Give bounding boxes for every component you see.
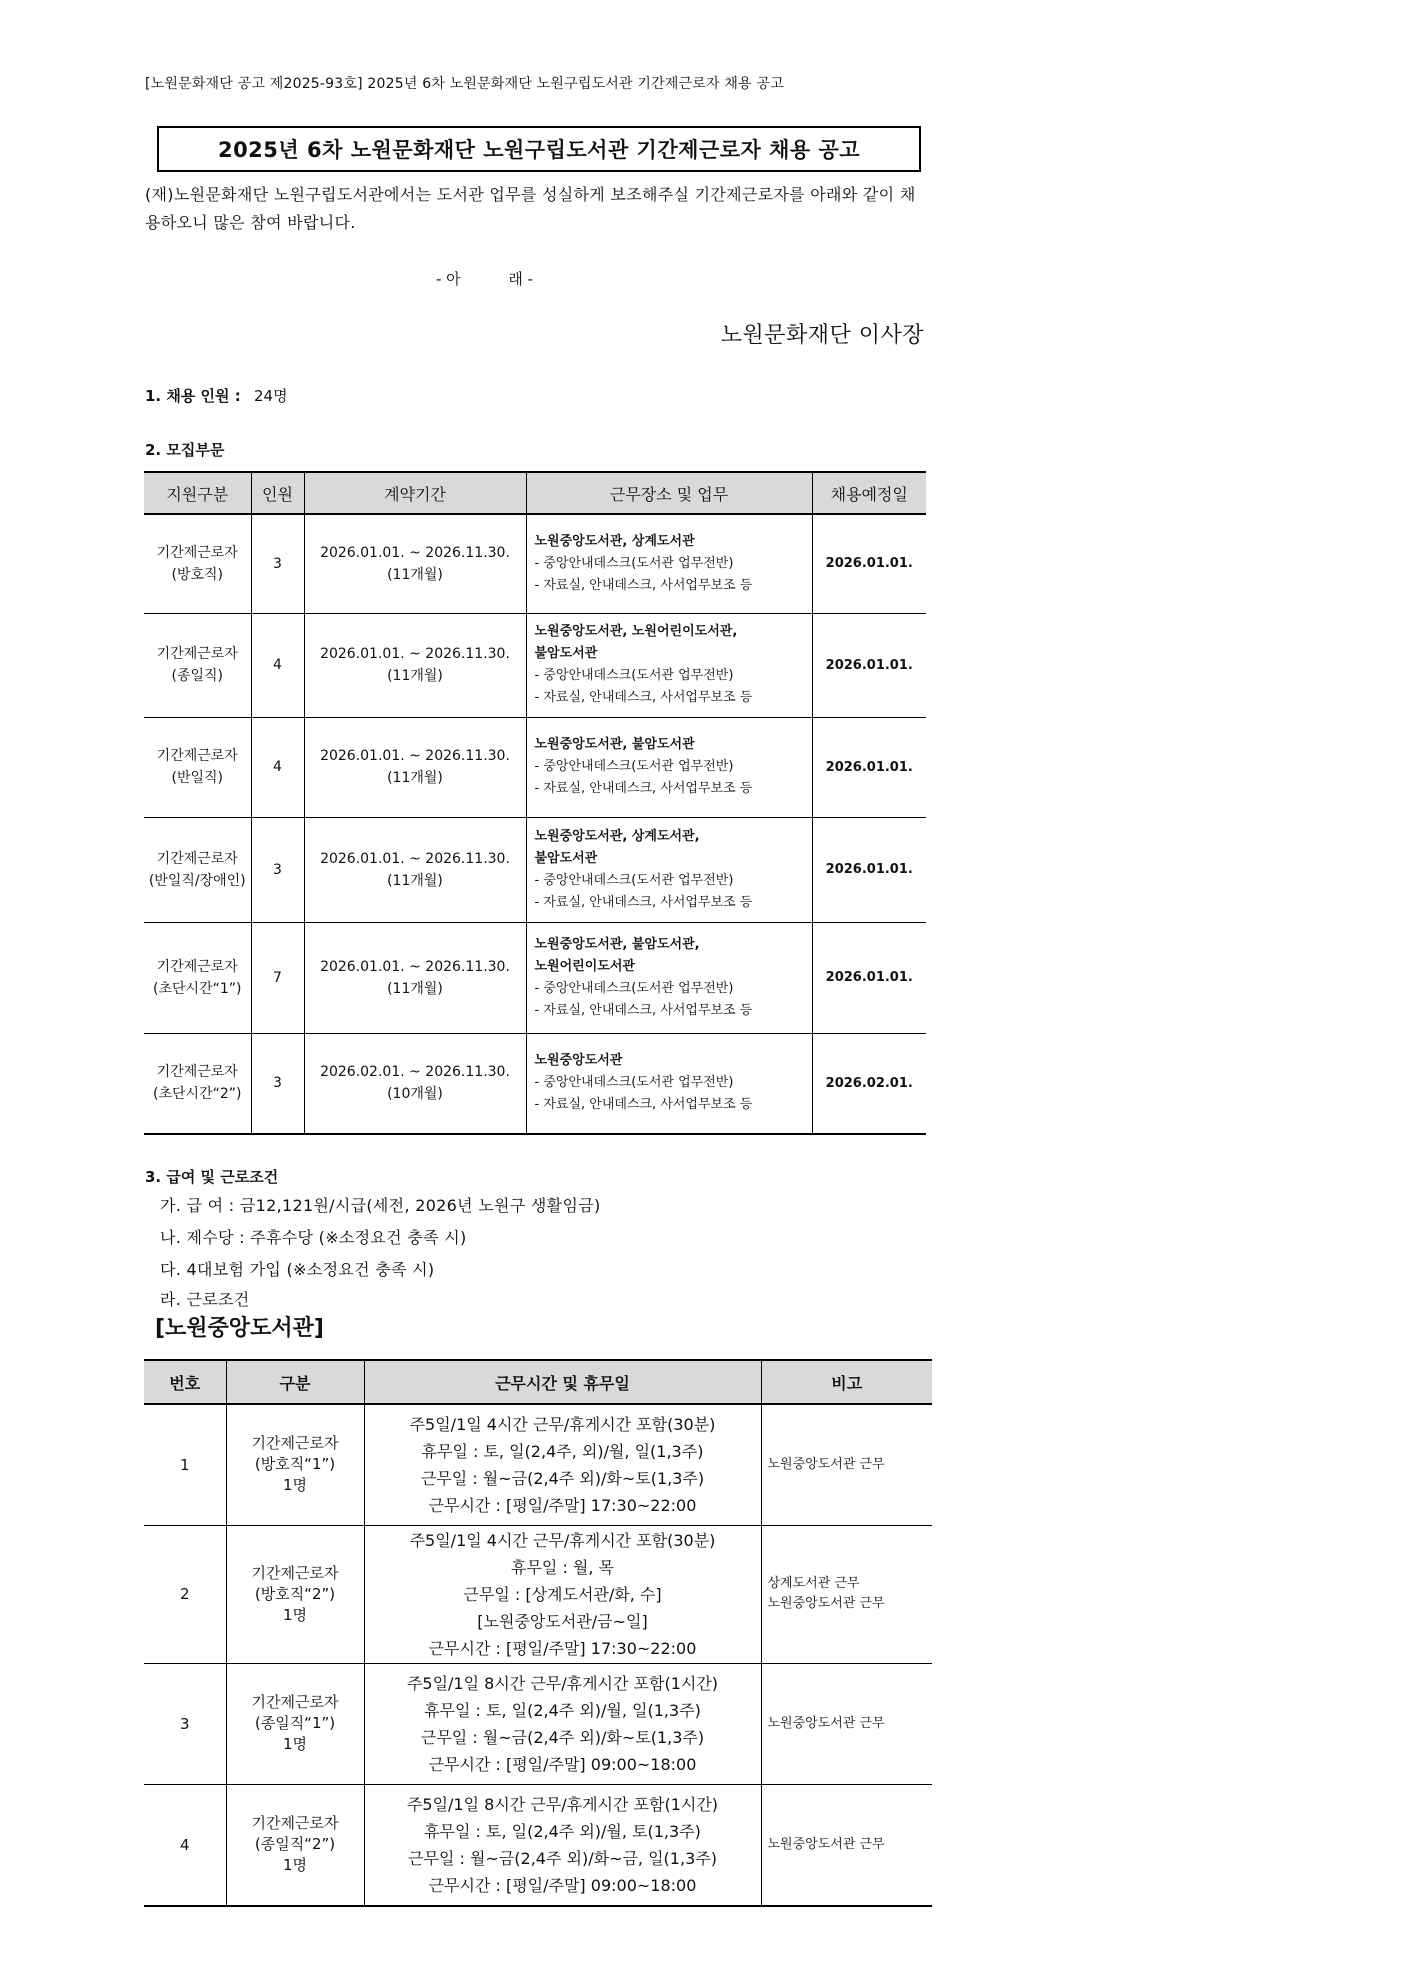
workplace-line: 노원중앙도서관, 상계도서관, (534, 828, 700, 844)
work-table-header (144, 1360, 932, 1404)
condition-item: 라. 근로조건 (160, 1290, 250, 1309)
workplace-line: 노원중앙도서관, 노원어린이도서관, (534, 624, 738, 639)
task-line: - 자료실, 안내데스크, 사서업무보조 등 (534, 1097, 753, 1113)
header-cell: 근무장소 및 업무 (526, 472, 812, 514)
row-number-cell: 3 (144, 1663, 226, 1784)
recruit-row (144, 717, 926, 817)
work-row (144, 1404, 932, 1525)
workplace-cell (526, 922, 812, 1033)
section-1-heading (145, 385, 288, 406)
workplace-line: 노원중앙도서관 (534, 1053, 623, 1069)
contract-period-cell (304, 613, 526, 717)
task-line: - 자료실, 안내데스크, 사서업무보조 등 (534, 781, 753, 796)
category-line: 1명 (282, 1735, 308, 1753)
header-cell: 비고 (761, 1360, 932, 1404)
header-cell: 근무시간 및 휴무일 (364, 1360, 761, 1404)
period-months: (10개월) (387, 1086, 443, 1103)
notice-title-text: 2025년 6차 노원문화재단 노원구립도서관 기간제근로자 채용 공고 (217, 138, 861, 162)
note-cell (761, 1784, 932, 1906)
row-number-cell: 2 (144, 1525, 226, 1663)
hours-cell (364, 1784, 761, 1906)
recruit-row (144, 817, 926, 922)
category-cell (144, 1033, 251, 1134)
header-cell: 인원 (251, 472, 304, 514)
category-cell (226, 1784, 364, 1906)
section-1-value: 24명 (254, 387, 288, 405)
contract-period-cell (304, 922, 526, 1033)
work-row (144, 1663, 932, 1784)
period-months: (11개월) (387, 566, 443, 583)
category-cell (226, 1404, 364, 1525)
header-cell: 구분 (226, 1360, 364, 1404)
headcount-cell: 3 (251, 514, 304, 613)
period-months: (11개월) (387, 980, 443, 997)
headcount-cell: 4 (251, 613, 304, 717)
category-cell (144, 817, 251, 922)
contract-period-cell (304, 514, 526, 613)
recruit-row (144, 1033, 926, 1134)
category-cell (144, 922, 251, 1033)
workplace-line: 노원중앙도서관, 불암도서관 (534, 737, 695, 752)
contract-period-cell (304, 817, 526, 922)
category-line: 기간제근로자 (156, 748, 238, 764)
hours-line: 근무일 : [상계도서관/화, 수] (463, 1584, 662, 1604)
hours-line: 휴무일 : 토, 일(2,4주 외)/월, 일(1,3주) (424, 1700, 701, 1720)
header-cell: 계약기간 (304, 472, 526, 514)
category-line: 1명 (282, 1856, 308, 1875)
headcount-cell: 3 (251, 817, 304, 922)
category-line: 기간제근로자 (156, 958, 238, 975)
workplace-cell (526, 613, 812, 717)
note-line: 상계도서관 근무 (767, 1576, 860, 1591)
period-months: (11개월) (387, 872, 443, 889)
hours-line: 근무시간 : [평일/주말] 17:30~22:00 (428, 1638, 697, 1658)
contract-period-cell (304, 717, 526, 817)
task-line: - 중앙안내데스크(도서관 업무전반) (534, 555, 734, 571)
recruit-table (144, 471, 926, 1135)
intro-paragraph: (재)노원문화재단 노원구립도서관에서는 도서관 업무를 성실하게 보조해주실 기간제근로자를 아래와 같이 채용하오니 많은 참여 바랍니다. (145, 185, 916, 232)
section-1-label: 1. 채용 인원 : (145, 387, 241, 405)
task-line: - 중앙안내데스크(도서관 업무전반) (534, 872, 734, 888)
start-date-cell: 2026.01.01. (812, 922, 926, 1033)
condition-item: 다. 4대보험 가입 (※소정요건 충족 시) (160, 1260, 435, 1279)
category-line: 1명 (282, 1476, 308, 1495)
category-line: (방호직) (171, 566, 223, 583)
category-line: 기간제근로자 (251, 1434, 339, 1453)
header-cell: 번호 (144, 1360, 226, 1404)
hours-line: 근무일 : 월~금(2,4주 외)/화~금, 일(1,3주) (408, 1848, 717, 1868)
workplace-line: 노원어린이도서관 (534, 958, 635, 974)
hours-cell (364, 1404, 761, 1525)
recruit-table-header (144, 472, 926, 514)
workplace-cell (526, 817, 812, 922)
hours-cell (364, 1525, 761, 1663)
work-conditions-table (144, 1359, 932, 1907)
work-row (144, 1784, 932, 1906)
library-section-title: [노원중앙도서관] (155, 1316, 324, 1341)
period-dates: 2026.01.01. ~ 2026.11.30. (320, 850, 510, 867)
hours-line: [노원중앙도서관/금~일] (477, 1611, 648, 1631)
row-number-cell: 4 (144, 1784, 226, 1906)
hours-cell (364, 1663, 761, 1784)
category-line: (반일직/장애인) (148, 872, 246, 889)
category-line: (반일직) (171, 770, 223, 786)
start-date-cell: 2026.01.01. (812, 717, 926, 817)
category-line: 기간제근로자 (251, 1563, 339, 1582)
workplace-cell (526, 717, 812, 817)
note-cell (761, 1663, 932, 1784)
start-date-cell: 2026.01.01. (812, 613, 926, 717)
start-date-cell: 2026.01.01. (812, 817, 926, 922)
header-cell: 채용예정일 (812, 472, 926, 514)
task-line: - 중앙안내데스크(도서관 업무전반) (534, 980, 734, 996)
hours-line: 주5일/1일 8시간 근무/휴게시간 포함(1시간) (406, 1794, 719, 1814)
category-line: (방호직“1”) (254, 1455, 336, 1474)
hours-line: 근무시간 : [평일/주말] 09:00~18:00 (428, 1754, 697, 1774)
condition-item: 가. 급 여 : 금12,121원/시급(세전, 2026년 노원구 생활임금) (160, 1196, 601, 1215)
section-3-heading: 3. 급여 및 근로조건 (145, 1168, 279, 1186)
category-line: 기간제근로자 (251, 1693, 339, 1711)
section-2-heading: 2. 모집부문 (145, 441, 225, 459)
recruit-row (144, 922, 926, 1033)
workplace-line: 불암도서관 (534, 850, 598, 866)
category-line: 기간제근로자 (156, 544, 238, 561)
headcount-cell: 3 (251, 1033, 304, 1134)
category-line: 1명 (282, 1605, 308, 1624)
headcount-cell: 7 (251, 922, 304, 1033)
period-months: (11개월) (387, 668, 443, 684)
task-line: - 자료실, 안내데스크, 사서업무보조 등 (534, 690, 753, 705)
task-line: - 중앙안내데스크(도서관 업무전반) (534, 759, 734, 774)
category-line: (종일직“1”) (254, 1714, 336, 1732)
hours-line: 휴무일 : 월, 목 (510, 1557, 614, 1577)
note-line: 노원중앙도서관 근무 (767, 1715, 885, 1731)
category-line: (초단시간“2”) (153, 1086, 242, 1103)
task-line: - 자료실, 안내데스크, 사서업무보조 등 (534, 1002, 753, 1018)
category-cell (226, 1663, 364, 1784)
workplace-line: 불암도서관 (534, 646, 598, 661)
start-date-cell: 2026.02.01. (812, 1033, 926, 1134)
workplace-line: 노원중앙도서관, 상계도서관 (534, 533, 695, 549)
task-line: - 자료실, 안내데스크, 사서업무보조 등 (534, 577, 753, 593)
header-cell: 지원구분 (144, 472, 251, 514)
hours-line: 근무시간 : [평일/주말] 17:30~22:00 (428, 1495, 697, 1515)
category-line: (종일직“2”) (254, 1835, 336, 1854)
period-dates: 2026.01.01. ~ 2026.11.30. (320, 544, 510, 561)
hours-line: 휴무일 : 토, 일(2,4주, 외)/월, 일(1,3주) (421, 1441, 704, 1461)
workplace-line: 노원중앙도서관, 불암도서관, (534, 936, 700, 952)
category-cell (144, 514, 251, 613)
task-line: - 중앙안내데스크(도서관 업무전반) (534, 668, 734, 683)
category-cell (144, 717, 251, 817)
note-cell (761, 1404, 932, 1525)
start-date-cell: 2026.01.01. (812, 514, 926, 613)
recruit-row (144, 613, 926, 717)
note-line: 노원중앙도서관 근무 (767, 1836, 885, 1852)
task-line: - 자료실, 안내데스크, 사서업무보조 등 (534, 894, 753, 910)
hours-line: 주5일/1일 4시간 근무/휴게시간 포함(30분) (409, 1530, 716, 1550)
hours-line: 주5일/1일 4시간 근무/휴게시간 포함(30분) (409, 1414, 716, 1434)
notice-title (157, 126, 921, 172)
category-line: 기간제근로자 (251, 1814, 339, 1833)
category-line: 기간제근로자 (156, 1064, 238, 1081)
task-line: - 중앙안내데스크(도서관 업무전반) (534, 1075, 734, 1091)
period-dates: 2026.02.01. ~ 2026.11.30. (320, 1064, 510, 1081)
row-number-cell: 1 (144, 1404, 226, 1525)
category-cell (144, 613, 251, 717)
headcount-cell: 4 (251, 717, 304, 817)
note-line: 노원중앙도서관 근무 (767, 1596, 885, 1611)
note-line: 노원중앙도서관 근무 (767, 1456, 885, 1472)
condition-item: 나. 제수당 : 주휴수당 (※소정요건 충족 시) (160, 1228, 467, 1247)
hours-line: 휴무일 : 토, 일(2,4주 외)/월, 토(1,3주) (424, 1821, 701, 1841)
period-dates: 2026.01.01. ~ 2026.11.30. (320, 748, 510, 764)
category-cell (226, 1525, 364, 1663)
ara-divider: - 아 래 - (436, 270, 534, 288)
period-months: (11개월) (387, 770, 443, 786)
hours-line: 근무시간 : [평일/주말] 09:00~18:00 (428, 1875, 697, 1895)
recruit-row (144, 514, 926, 613)
category-line: 기간제근로자 (156, 850, 238, 867)
category-line: 기간제근로자 (156, 646, 238, 662)
hours-line: 주5일/1일 8시간 근무/휴게시간 포함(1시간) (406, 1673, 719, 1693)
category-line: (방호직“2”) (254, 1584, 336, 1603)
period-dates: 2026.01.01. ~ 2026.11.30. (320, 958, 510, 975)
category-line: (초단시간“1”) (153, 980, 242, 997)
issuer-name: 노원문화재단 이사장 (720, 323, 924, 348)
hours-line: 근무일 : 월~금(2,4주 외)/화~토(1,3주) (420, 1727, 705, 1747)
contract-period-cell (304, 1033, 526, 1134)
note-cell (761, 1525, 932, 1663)
notice-number-line: [노원문화재단 공고 제2025-93호] 2025년 6차 노원문화재단 노원구립도서관 기간제근로자 채용 공고 (145, 76, 784, 92)
workplace-cell (526, 1033, 812, 1134)
category-line: (종일직) (171, 668, 223, 684)
workplace-cell (526, 514, 812, 613)
hours-line: 근무일 : 월~금(2,4주 외)/화~토(1,3주) (420, 1468, 705, 1488)
period-dates: 2026.01.01. ~ 2026.11.30. (320, 646, 510, 662)
work-row (144, 1525, 932, 1663)
